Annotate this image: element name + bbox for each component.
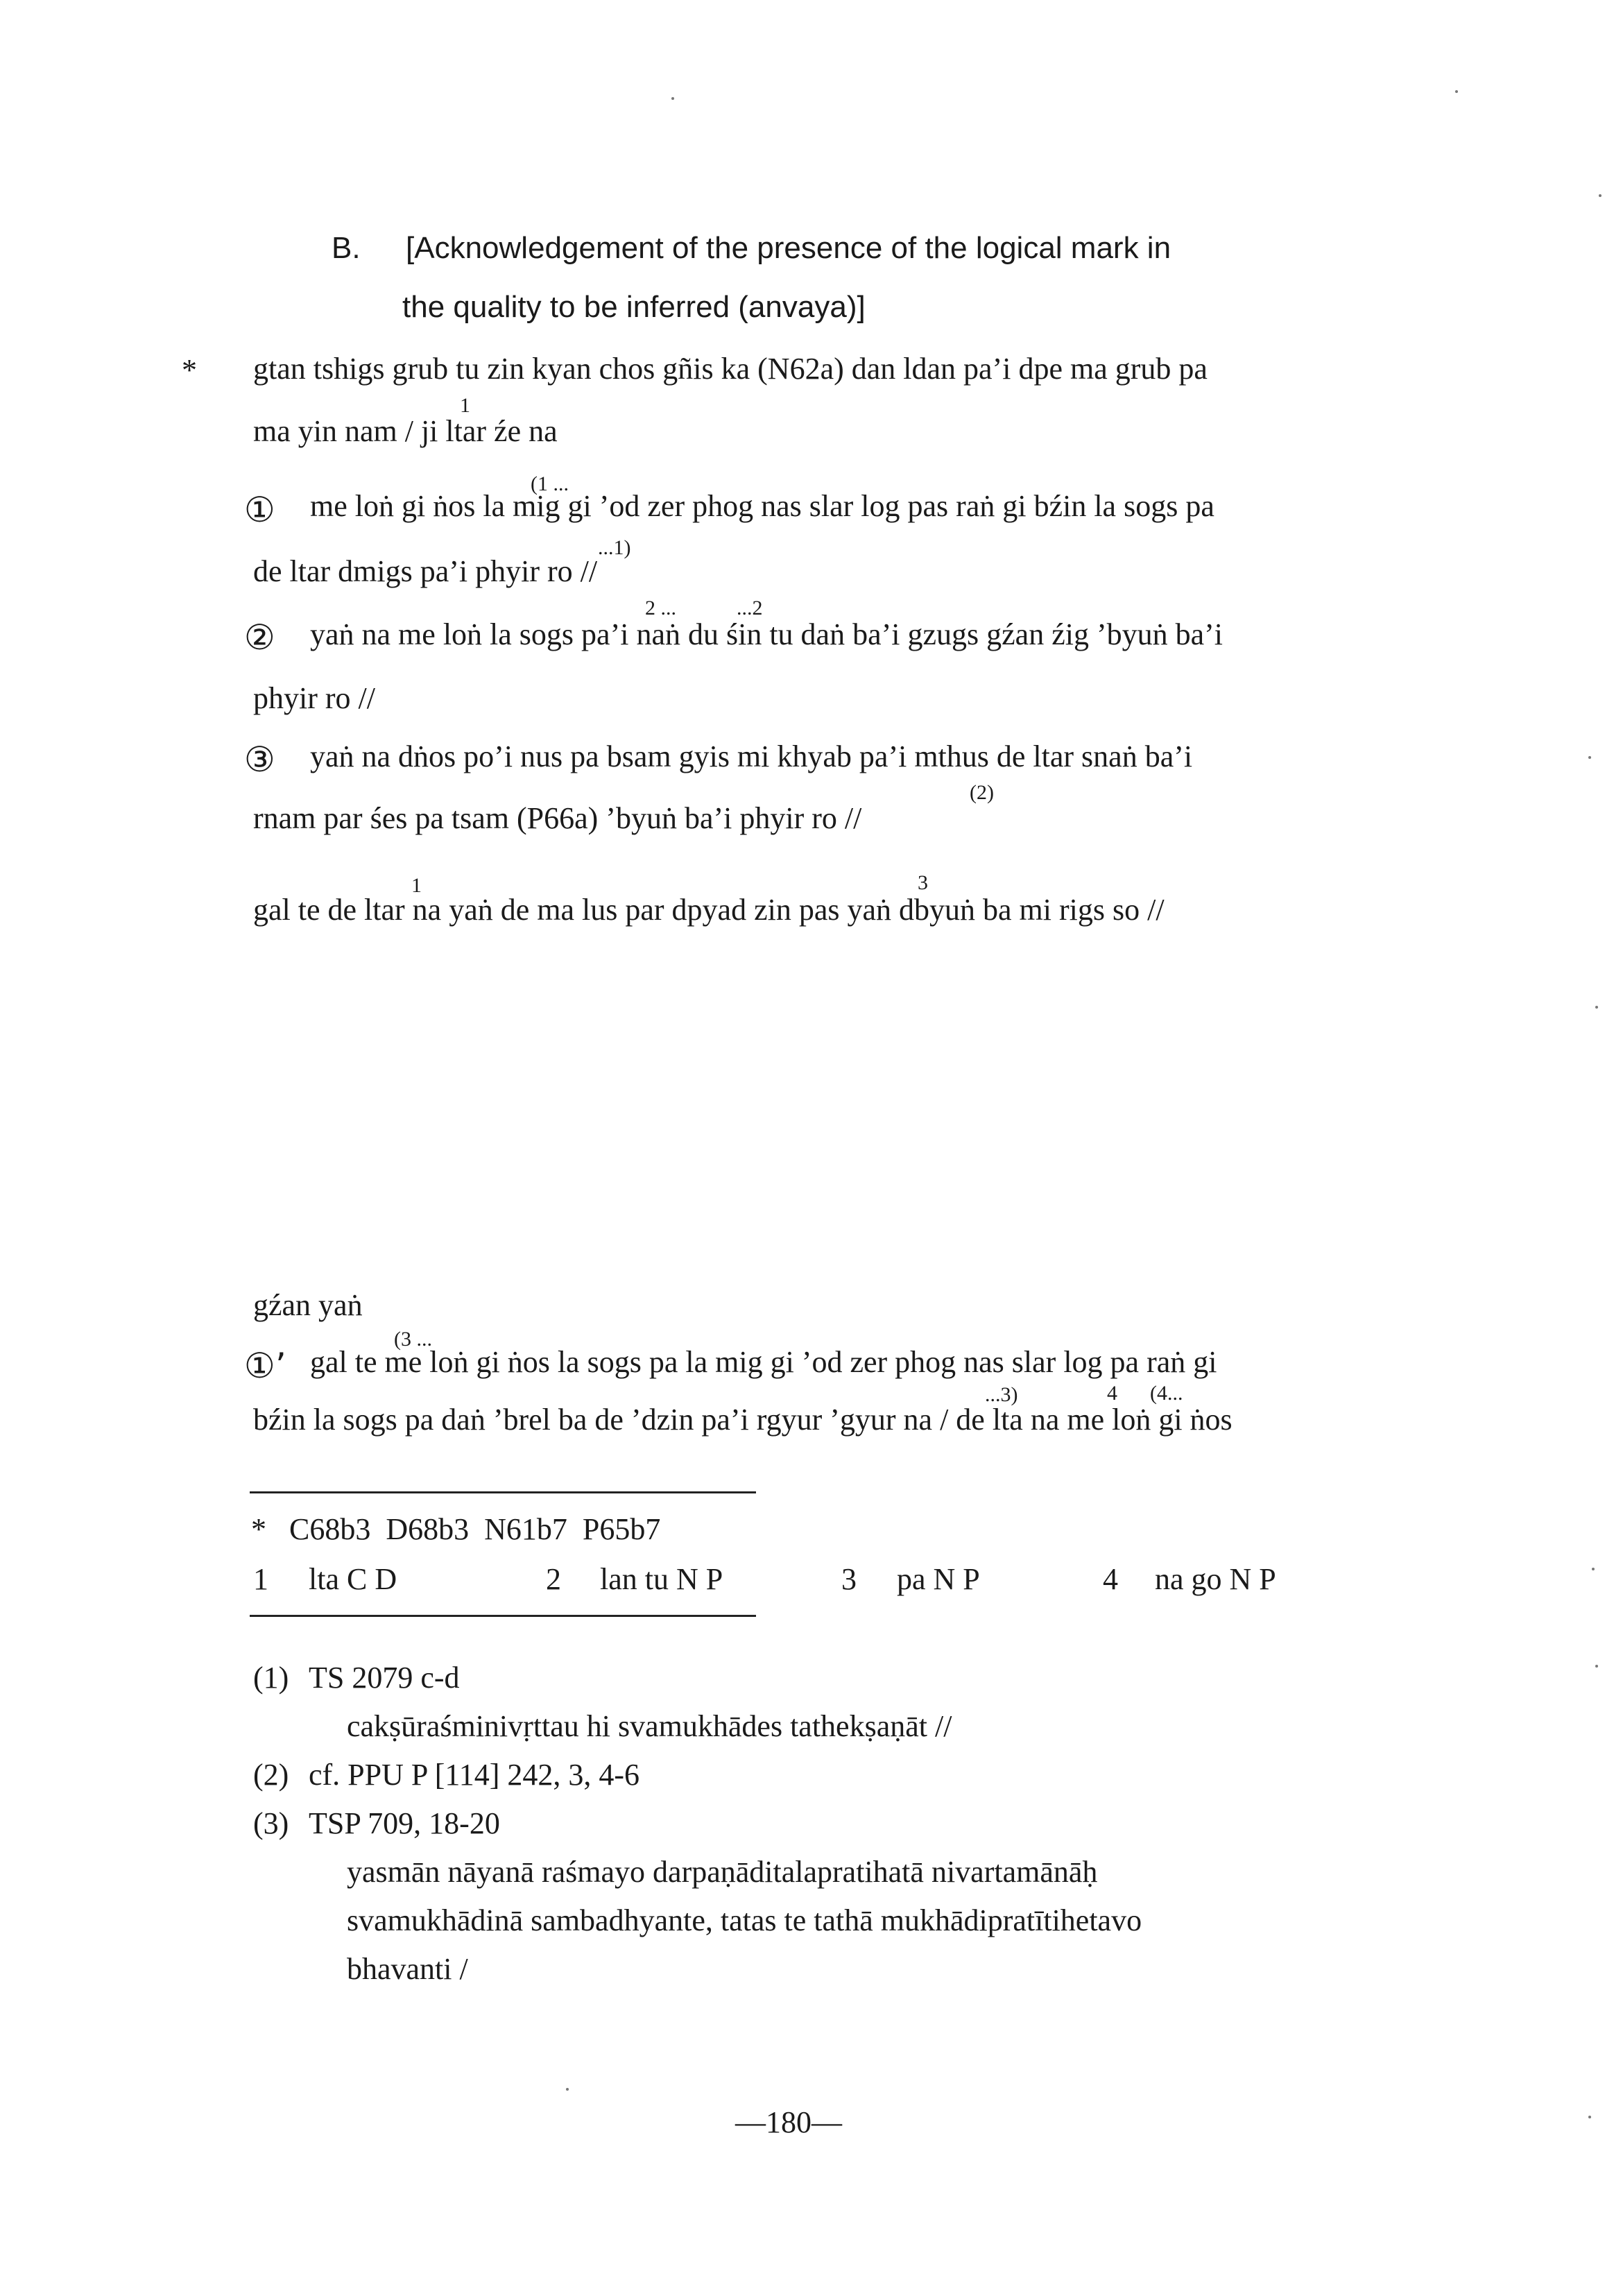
variant-reading: lan tu N P [600, 1562, 723, 1596]
variant-number: 1 [253, 1562, 268, 1596]
scan-speck [1595, 1665, 1598, 1668]
second-line-1: gal te me loṅ gi ṅos la sogs pa la mig gi ’od zer phog nas slar log pa raṅ gi [310, 1345, 1217, 1379]
variant-number: 4 [1103, 1562, 1118, 1596]
apparatus-sources: * C68b3 D68b3 N61b7 P65b7 [251, 1512, 661, 1546]
item-number: ①’ [244, 1346, 286, 1386]
page-number: —180— [735, 2105, 842, 2139]
variant-reading: pa N P [897, 1562, 980, 1596]
scan-speck [1599, 194, 1601, 197]
second-lead: gźan yaṅ [253, 1288, 363, 1322]
apparatus-rule-bottom [250, 1615, 756, 1617]
note-mark: (2) [970, 781, 994, 804]
variant-mark: 3 [918, 871, 928, 894]
footnote-ref: cf. PPU P [114] 242, 3, 4-6 [309, 1758, 640, 1792]
variant-reading: na go N P [1155, 1562, 1276, 1596]
conclusion-line: gal te de ltar na yaṅ de ma lus par dpyad zin pas yaṅ dbyuṅ ba mi rigs so // [253, 893, 1165, 927]
intro-line-1: gtan tshigs grub tu zin kyan chos gñis ka (N62a) dan ldan pa’i dpe ma grub pa [253, 352, 1208, 386]
scan-speck [1455, 90, 1458, 93]
scan-speck [1595, 1006, 1598, 1009]
scan-speck [1592, 1568, 1595, 1570]
scan-speck [1588, 756, 1591, 759]
intro-line-2: ma yin nam / ji ltar źe na [253, 414, 558, 448]
footnote-ref: TS 2079 c-d [309, 1661, 460, 1695]
note-mark-open: (1 ... [531, 472, 569, 495]
item-number: ① [244, 490, 275, 530]
footnote-label: (3) [253, 1806, 289, 1840]
item-number: ③ [244, 739, 275, 780]
source-asterisk: * [182, 353, 197, 387]
note-mark-open: (4... [1150, 1382, 1183, 1405]
item-line-1: yaṅ na dṅos po’i nus pa bsam gyis mi khyab pa’i mthus de ltar snaṅ ba’i [310, 739, 1193, 773]
variant-number: 2 [546, 1562, 561, 1596]
note-mark-open: 2 ... [645, 597, 676, 619]
apparatus-rule-top [250, 1491, 756, 1493]
item-line-2: de ltar dmigs pa’i phyir ro // [253, 554, 598, 588]
scan-speck [566, 2088, 569, 2091]
section-heading-line1: [Acknowledgement of the presence of the logical mark in [406, 231, 1171, 265]
footnote-label: (2) [253, 1758, 289, 1792]
note-mark-close: ...1) [598, 536, 631, 559]
scan-speck [671, 97, 674, 100]
variant-mark: 1 [411, 874, 422, 897]
footnote-quote: yasmān nāyanā raśmayo darpaṇāditalapratihatā nivartamānāḥ [347, 1855, 1098, 1889]
variant-mark: 4 [1107, 1382, 1117, 1405]
footnote-label: (1) [253, 1661, 289, 1695]
note-mark-open: (3 ... [394, 1328, 432, 1351]
section-label: B. [332, 231, 361, 265]
variant-number: 3 [841, 1562, 857, 1596]
variant-mark: 1 [460, 394, 470, 417]
footnote-quote: svamukhādinā sambadhyante, tatas te tathā mukhādipratītihetavo [347, 1903, 1142, 1937]
footnote-ref: TSP 709, 18-20 [309, 1806, 500, 1840]
item-line-1: yaṅ na me loṅ la sogs pa’i naṅ du śin tu daṅ ba’i gzugs gźan źig ’byuṅ ba’i [310, 617, 1223, 651]
note-mark-close: ...2 [737, 597, 763, 619]
note-mark-close: ...3) [985, 1383, 1018, 1406]
item-line-2: phyir ro // [253, 681, 375, 715]
footnote-quote: bhavanti / [347, 1952, 468, 1986]
scan-speck [1588, 2116, 1591, 2118]
item-number: ② [244, 617, 275, 658]
item-line-2: rnam par śes pa tsam (P66a) ’byuṅ ba’i phyir ro // [253, 801, 862, 835]
footnote-quote: cakṣūraśminivṛttau hi svamukhādes tathekṣaṇāt // [347, 1709, 952, 1743]
second-line-2: bźin la sogs pa daṅ ’brel ba de ’dzin pa’i rgyur ’gyur na / de lta na me loṅ gi ṅos [253, 1403, 1233, 1437]
section-heading-line2: the quality to be inferred (anvaya)] [402, 290, 866, 324]
variant-reading: lta C D [309, 1562, 397, 1596]
item-line-1: me loṅ gi ṅos la mig gi ’od zer phog nas slar log pas raṅ gi bźin la sogs pa [310, 489, 1214, 523]
